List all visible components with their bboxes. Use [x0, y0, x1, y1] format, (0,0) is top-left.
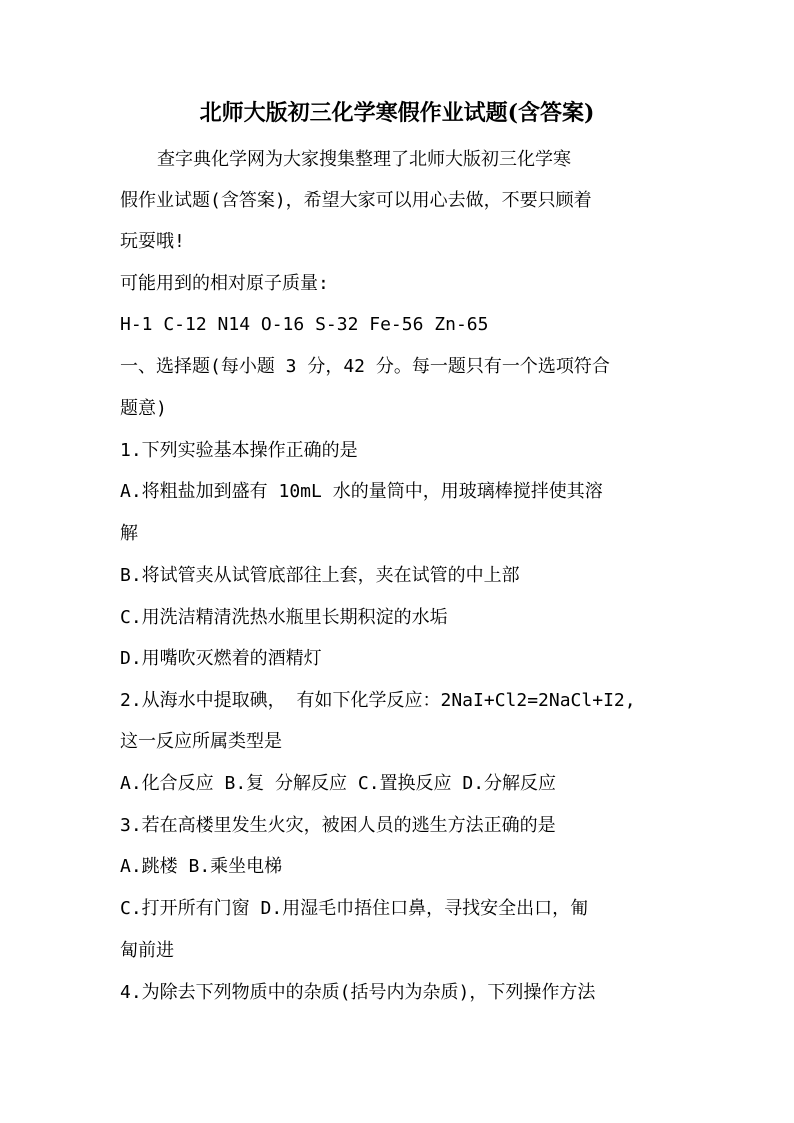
- question-2-stem-line-1: 2.从海水中提取碘， 有如下化学反应：2NaI+Cl2=2NaCl+I2,: [120, 690, 636, 711]
- question-1-option-c: C.用洗洁精清洗热水瓶里长期积淀的水垢: [120, 607, 448, 628]
- question-1-option-a-line-2: 解: [120, 523, 138, 544]
- section-heading-line-1: 一、选择题(每小题 3 分，42 分。每一题只有一个选项符合: [120, 356, 610, 377]
- question-4-stem: 4.为除去下列物质中的杂质(括号内为杂质)，下列操作方法: [120, 982, 596, 1003]
- question-2-stem-line-2: 这一反应所属类型是: [120, 731, 282, 752]
- question-3-options-ab: A.跳楼 B.乘坐电梯: [120, 856, 283, 877]
- section-heading-line-2: 题意): [120, 398, 167, 419]
- question-1-option-a-line-1: A.将粗盐加到盛有 10mL 水的量筒中，用玻璃棒搅拌使其溶: [120, 481, 603, 502]
- question-1-option-d: D.用嘴吹灭燃着的酒精灯: [120, 648, 322, 669]
- intro-line-3: 玩耍哦!: [120, 231, 185, 252]
- question-3-options-cd-line-1: C.打开所有门窗 D.用湿毛巾捂住口鼻，寻找安全出口，匍: [120, 898, 589, 919]
- question-1-option-b: B.将试管夹从试管底部往上套，夹在试管的中上部: [120, 565, 520, 586]
- question-2-options: A.化合反应 B.复 分解反应 C.置换反应 D.分解反应: [120, 773, 557, 794]
- atomic-mass-label: 可能用到的相对原子质量:: [120, 273, 329, 294]
- intro-line-1: 查字典化学网为大家搜集整理了北师大版初三化学寒: [157, 149, 571, 170]
- question-3-options-cd-line-2: 匐前进: [120, 940, 174, 961]
- document-title: 北师大版初三化学寒假作业试题(含答案): [199, 100, 595, 126]
- question-1-stem: 1.下列实验基本操作正确的是: [120, 440, 358, 461]
- question-3-stem: 3.若在高楼里发生火灾，被困人员的逃生方法正确的是: [120, 815, 556, 836]
- atomic-mass-values: H-1 C-12 N14 O-16 S-32 Fe-56 Zn-65: [120, 314, 489, 335]
- intro-line-2: 假作业试题(含答案)，希望大家可以用心去做，不要只顾着: [120, 190, 592, 211]
